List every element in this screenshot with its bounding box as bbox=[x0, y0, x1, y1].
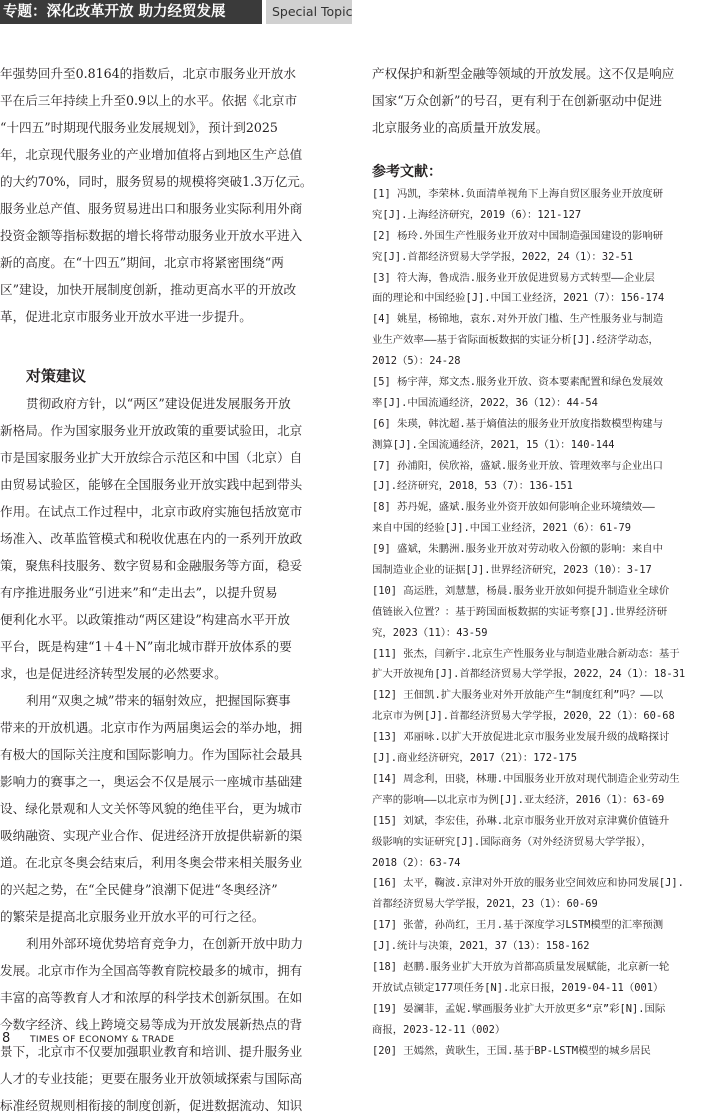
reference-line: 究[J].上海经济研究，2019（6）：121-127 bbox=[372, 208, 582, 221]
reference-line: [1] 冯凯，李荣林.负面清单视角下上海自贸区服务业开放度研 bbox=[372, 188, 664, 200]
text-line: 丰富的高等教育人才和浓厚的科学技术创新氛围。在如 bbox=[0, 990, 303, 1005]
reference-line: 扩大开放视角[J].首都经济贸易大学学报，2022，24（1）：18-31 bbox=[372, 668, 686, 681]
text-line: 策，聚焦科技服务、数字贸易和金融服务等方面，稳妥 bbox=[0, 558, 303, 573]
text-line: 今数字经济、线上跨境交易等成为开放发展新热点的背 bbox=[0, 1017, 303, 1032]
reference-line: 面的理论和中国经验[J].中国工业经济，2021（7）：156-174 bbox=[372, 292, 665, 305]
reference-line: 率[J].中国流通经济，2022，36（12）：44-54 bbox=[372, 396, 598, 409]
text-line: “十四五”时期现代服务业发展规划》，预计到2025 bbox=[0, 120, 278, 135]
references-title: 参考文献： bbox=[372, 164, 442, 180]
reference-line: 开放试点锁定177项任务[N].北京日报，2019-04-11（001） bbox=[372, 981, 664, 994]
reference-line: [16] 太平，鞠波.京津对外开放的服务业空间效应和协同发展[J]. bbox=[372, 877, 684, 890]
spacer bbox=[0, 330, 340, 362]
text-line: 的兴起之势，在“全民健身”浪潮下促进“冬奥经济” bbox=[0, 882, 278, 897]
right-column bbox=[372, 60, 709, 141]
text-line: 区”建设，加快开展制度创新，推动更高水平的开放改 bbox=[0, 282, 297, 297]
text-line: 作用。在试点工作过程中，北京市政府实施包括放宽市 bbox=[0, 504, 303, 519]
text-line: 的繁荣是提高北京服务业开放水平的可行之径。 bbox=[0, 909, 265, 924]
reference-line: [5] 杨宇萍，郑文杰.服务业开放、资本要素配置和绿色发展效 bbox=[372, 376, 664, 389]
reference-line: [14] 周念利，田骁，林珊.中国服务业开放对现代制造企业劳动生 bbox=[372, 772, 680, 785]
text-line: 年，北京现代服务业的产业增加值将占到地区生产总值 bbox=[0, 147, 303, 162]
text-line: 求，也是促进经济转型发展的必然要求。 bbox=[0, 666, 227, 681]
reference-line: [17] 张蕾，孙尚红，王月.基于深度学习LSTM模型的汇率预测 bbox=[372, 919, 664, 932]
reference-line: 值链嵌入位置？：基于跨国面板数据的实证考察[J].世界经济研 bbox=[372, 605, 668, 618]
reference-line: 来自中国的经验[J].中国工业经济，2021（6）：61-79 bbox=[372, 522, 632, 535]
reference-line: [10] 高运胜，刘慧慧，杨晨.服务业开放如何提升制造业全球价 bbox=[372, 584, 670, 597]
text-line: 贯彻政府方针，以“两区”建设促进发展服务开放 bbox=[26, 396, 291, 411]
section-heading: 对策建议 bbox=[26, 367, 87, 385]
reference-line: [15] 刘斌，李宏佳，孙琳.北京市服务业开放对京津冀价值链升 bbox=[372, 814, 670, 827]
text-line: 平台，既是构建“1＋4＋N”南北城市群开放体系的要 bbox=[0, 639, 292, 654]
text-line: 影响力的赛事之一，奥运会不仅是展示一座城市基础建 bbox=[0, 774, 303, 789]
text-line: 国家“万众创新”的号召，更有利于在创新驱动中促进 bbox=[372, 93, 662, 108]
text-line: 平在后三年持续上升至0.9以上的水平。依据《北京市 bbox=[0, 93, 298, 108]
text-line: 便利化水平。以政策推动“两区建设”构建高水平开放 bbox=[0, 612, 290, 627]
reference-line: [11] 张杰，闫新宇.北京生产性服务业与制造业融合新动态：基于 bbox=[372, 647, 680, 660]
text-line: 场准入、改革监管模式和税收优惠在内的一系列开放政 bbox=[0, 531, 303, 546]
reference-line: 究[J].首都经济贸易大学学报，2022，24（1）：32-51 bbox=[372, 250, 634, 263]
text-line: 有序推进服务业“引进来”和“走出去”，以提升贸易 bbox=[0, 585, 278, 600]
text-line: 新格局。作为国家服务业开放政策的重要试验田，北京 bbox=[0, 423, 303, 438]
reference-line: [9] 盛斌，朱鹏洲.服务业开放对劳动收入份额的影响：来自中 bbox=[372, 543, 664, 556]
text-line: 投资金额等指标数据的增长将带动服务业开放水平进入 bbox=[0, 228, 303, 243]
reference-line: [18] 赵鹏.服务业扩大开放为首都高质量发展赋能，北京新一轮 bbox=[372, 960, 670, 973]
text-line: 人才的专业技能；更要在服务业开放领域探索与国际高 bbox=[0, 1071, 303, 1086]
left-column bbox=[0, 60, 340, 1119]
reference-line: 2012（5）：24-28 bbox=[372, 355, 461, 368]
reference-line: [J].统计与决策，2021，37（13）：158-162 bbox=[372, 940, 590, 953]
reference-line: [2] 杨玲.外国生产性服务业开放对中国制造强国建设的影响研 bbox=[372, 229, 664, 242]
reference-line: 产率的影响——以北京市为例[J].亚太经济，2016（1）：63-69 bbox=[372, 793, 665, 806]
references-list bbox=[372, 184, 709, 1061]
text-line: 革，促进北京市服务业开放水平进一步提升。 bbox=[0, 309, 252, 324]
text-line: 年强势回升至0.8164的指数后，北京市服务业开放水 bbox=[0, 66, 296, 81]
text-line: 道。在北京冬奥会结束后，利用冬奥会带来相关服务业 bbox=[0, 855, 303, 870]
text-line: 利用外部环境优势培育竞争力，在创新开放中助力 bbox=[26, 936, 304, 951]
reference-line: [20] 王嫣然，黄耿生，王国.基于BP-LSTM模型的城乡居民 bbox=[372, 1044, 651, 1057]
reference-line: [J].商业经济研究，2017（21）：172-175 bbox=[372, 752, 578, 765]
text-line: 北京服务业的高质量开放发展。 bbox=[372, 120, 549, 135]
reference-line: 究，2023（11）：43-59 bbox=[372, 626, 488, 639]
reference-line: 首都经济贸易大学学报，2021，23（1）：60-69 bbox=[372, 898, 598, 911]
subtopic-label: Special Topic bbox=[266, 0, 352, 24]
reference-line: 商报，2023-12-11（002） bbox=[372, 1023, 506, 1036]
text-line: 发展。北京市作为全国高等教育院校最多的城市，拥有 bbox=[0, 963, 303, 978]
journal-name: TIMES OF ECONOMY & TRADE bbox=[30, 1034, 175, 1045]
reference-line: [8] 苏丹妮，盛斌.服务业外资开放如何影响企业环境绩效—— bbox=[372, 501, 655, 514]
reference-line: [19] 晏澜菲，孟妮.擘画服务业扩大开放更多“京”彩[N].国际 bbox=[372, 1002, 666, 1015]
text-line: 景下，北京市不仅要加强职业教育和培训、提升服务业 bbox=[0, 1044, 303, 1059]
reference-line: 国制造业企业的证据[J].世界经济研究，2023（10）：3-17 bbox=[372, 564, 652, 577]
reference-line: [4] 姚星，杨锦地，袁东.对外开放门槛、生产性服务业与制造 bbox=[372, 313, 664, 326]
text-line: 有极大的国际关注度和国际影响力。作为国际社会最具 bbox=[0, 747, 303, 762]
text-line: 的大约70%，同时，服务贸易的规模将突破1.3万亿元。 bbox=[0, 174, 313, 189]
reference-line: [J].经济研究，2018，53（7）：136-151 bbox=[372, 480, 573, 493]
text-line: 带来的开放机遇。北京市作为两届奥运会的举办地，拥 bbox=[0, 720, 303, 735]
text-line: 标准经贸规则相衔接的制度创新，促进数据流动、知识 bbox=[0, 1098, 303, 1113]
reference-line: 测算[J].全国流通经济，2021，15（1）：140-144 bbox=[372, 438, 615, 451]
reference-line: [13] 邓丽咏.以扩大开放促进北京市服务业发展升级的战略探讨 bbox=[372, 731, 670, 744]
text-line: 产权保护和新型金融等领域的开放发展。这不仅是响应 bbox=[372, 66, 675, 81]
text-line: 市是国家服务业扩大开放综合示范区和中国（北京）自 bbox=[0, 450, 303, 465]
reference-line: [12] 王佃凯.扩大服务业对外开放能产生“制度红利”吗？——以 bbox=[372, 689, 664, 702]
text-line: 吸纳融资、实现产业合作、促进经济开放提供崭新的渠 bbox=[0, 828, 303, 843]
reference-line: 北京市为例[J].首都经济贸易大学学报，2020，22（1）：60-68 bbox=[372, 710, 675, 723]
text-line: 服务业总产值、服务贸易进出口和服务业实际利用外商 bbox=[0, 201, 303, 216]
page-footer bbox=[0, 1024, 709, 1048]
text-line: 利用“双奥之城”带来的辐射效应，把握国际赛事 bbox=[26, 693, 291, 708]
page-number: 8 bbox=[2, 1031, 11, 1046]
reference-line: 业生产效率——基于省际面板数据的实证分析[J].经济学动态， bbox=[372, 334, 659, 347]
text-line: 设、绿化景观和人文关怀等风貌的绝佳平台，更为城市 bbox=[0, 801, 303, 816]
page-header bbox=[0, 0, 709, 24]
reference-line: [7] 孙浦阳，侯欣裕，盛斌.服务业开放、管理效率与企业出口 bbox=[372, 459, 664, 472]
reference-line: [3] 符大海，鲁成浩.服务业开放促进贸易方式转型——企业层 bbox=[372, 271, 655, 284]
reference-line: [6] 朱瑛，韩沈超.基于熵值法的服务业开放度指数模型构建与 bbox=[372, 417, 664, 430]
text-line: 新的高度。在“十四五”期间，北京市将紧密围绕“两 bbox=[0, 255, 284, 270]
topic-banner: 专题：深化改革开放 助力经贸发展 bbox=[0, 0, 262, 24]
reference-line: 2018（2）：63-74 bbox=[372, 856, 461, 869]
paragraph-trend bbox=[0, 60, 340, 330]
reference-line: 级影响的实证研究[J].国际商务（对外经济贸易大学学报）， bbox=[372, 835, 652, 848]
text-line: 由贸易试验区，能够在全国服务业开放实践中起到带头 bbox=[0, 477, 303, 492]
paragraph-policy bbox=[0, 390, 340, 1119]
